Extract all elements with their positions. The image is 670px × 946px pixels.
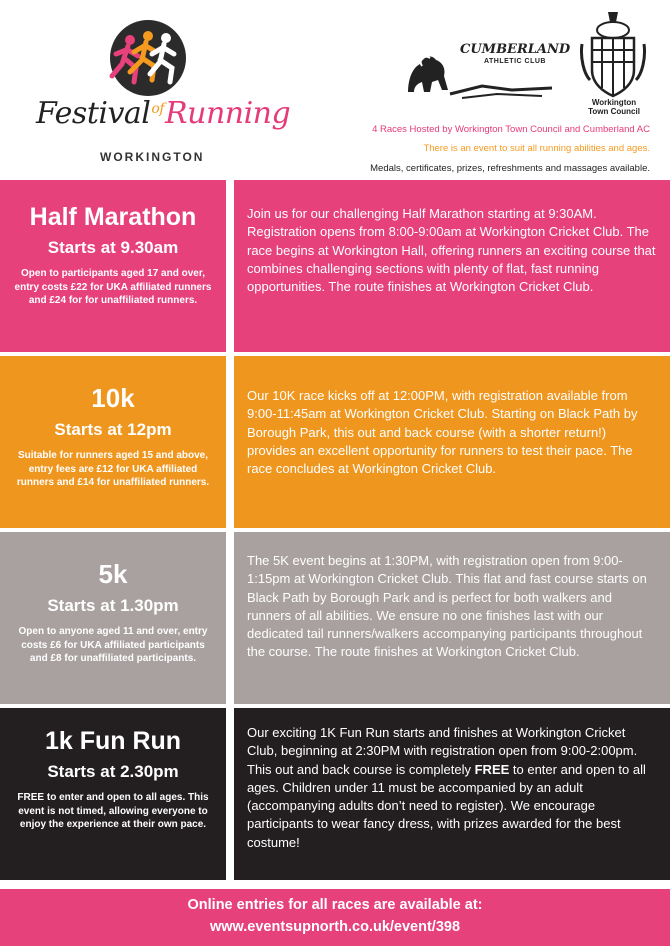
club-name: CUMBERLAND [460, 42, 571, 57]
council-line-1: Workington [591, 98, 637, 107]
race-start-time: Starts at 1.30pm [47, 596, 179, 615]
race-details: The 5K event begins at 1:30PM, with registration open from 9:00-1:15pm at Workington Cricket Club. This flat and fast course starts on Black Path by Borough Park and is perfect for both walkers and runners of all abilities. We ensure no one finishes last with our dedicated tail runners/walkers accompanying participants throughout the course. The route finishes at Workington Cricket Club. [247, 553, 647, 660]
festival-wordmark [36, 96, 291, 131]
details-text: Our exciting 1K Fun Run starts and finishes at Workington Cricket Club, beginning at 2:30PM with registration open from 9:00-2:00pm. This out and back course is completely [247, 725, 638, 777]
race-start-time: Starts at 2.30pm [47, 762, 179, 781]
council-line-2: Town Council [588, 107, 640, 116]
race-title: 5k [98, 559, 128, 589]
fun-run-details-panel [234, 708, 670, 880]
amenities-line: Medals, certificates, prizes, refreshments and massages available. [370, 163, 650, 174]
race-details [247, 724, 656, 852]
details-free-emphasis: FREE [474, 761, 510, 777]
footer-entries-text: Online entries for all races are available at: [187, 897, 483, 913]
fun-run-summary-panel [0, 708, 226, 880]
of-word: of [151, 101, 165, 117]
hosts-line: 4 Races Hosted by Workington Town Council and Cumberland AC [372, 124, 650, 135]
5k-details-panel [234, 532, 670, 704]
10k-summary-panel [0, 356, 226, 528]
race-details: Join us for our challenging Half Marathon starting at 9:30AM. Registration opens from 8:00-9:00am at Workington Cricket Club. The race begins at Workington Hall, offering runners an exciting course that combines challenging sections with plenty of flat, fast running opportunities. The route finishes at Workington Cricket Club. [247, 206, 656, 295]
running-word: Running [165, 96, 291, 131]
race-title: 10k [91, 383, 135, 413]
council-crest-icon [578, 8, 648, 103]
race-summary: Suitable for runners aged 15 and above, entry fees are £12 for UKA affiliated runners and £14 for unaffiliated runners. [16, 450, 210, 488]
race-details: Our 10K race kicks off at 12:00PM, with registration available from 9:00-11:45am at Workington Cricket Club. Starting on Black Path by Borough Park, this out and back course (with a shorter return!) provides an excellent opportunity for runners to test their pace. The race concludes at Workington Cricket Club. [247, 388, 638, 477]
race-start-time: Starts at 9.30am [47, 238, 179, 257]
race-summary: Open to participants aged 17 and over, entry costs £22 for UKA affiliated runners and £24 for for unaffiliated runners. [14, 268, 212, 306]
race-title: 1k Fun Run [44, 727, 182, 755]
council-name [578, 98, 650, 116]
details-text-continued: to enter and open to all ages. Children under 11 must be accompanied by an adult (accompanying adults don’t need to register). We encourage participants to wear fancy dress, with prizes awarded for the best costume! [247, 761, 646, 850]
race-summary: FREE to enter and open to all ages. This event is not timed, allowing everyone to enjoy the experience at their own pace. [17, 792, 209, 830]
footer-banner [0, 889, 670, 946]
festival-word: Festival [36, 96, 151, 131]
5k-summary-panel [0, 532, 226, 704]
race-title: Half Marathon [29, 203, 197, 231]
abilities-line: There is an event to suit all running abilities and ages. [423, 143, 650, 154]
10k-details-panel [234, 356, 670, 528]
race-start-time: Starts at 12pm [54, 420, 172, 439]
club-subtitle: ATHLETIC CLUB [484, 58, 546, 65]
footer-entries-link[interactable]: www.eventsupnorth.co.uk/event/398 [209, 919, 461, 935]
half-marathon-details-panel [234, 180, 670, 352]
race-summary: Open to anyone aged 11 and over, entry costs £6 for UKA affiliated participants and £8 for unaffiliated participants. [18, 626, 208, 664]
place-name: WORKINGTON [100, 150, 205, 164]
festival-logo [30, 18, 285, 168]
half-marathon-summary-panel [0, 180, 226, 352]
header [0, 0, 670, 180]
